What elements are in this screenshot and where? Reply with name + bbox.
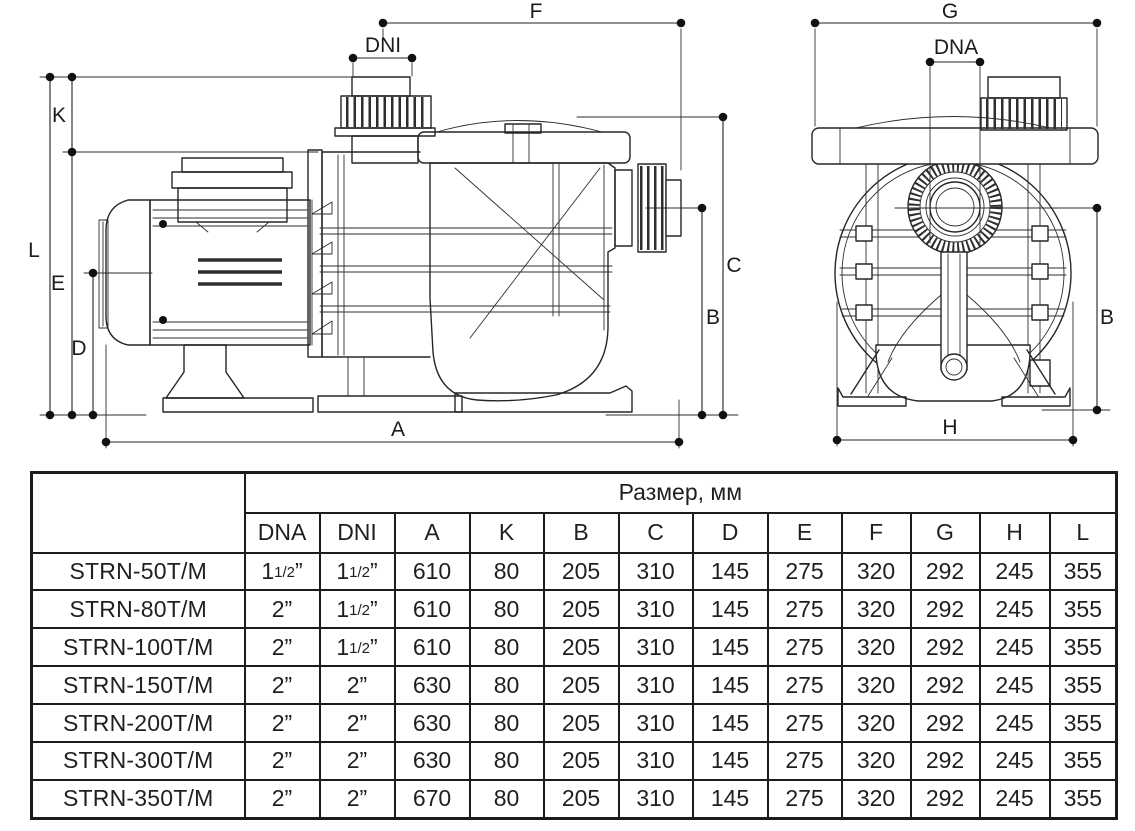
dim-value-cell: 355 bbox=[1050, 666, 1117, 704]
dim-value-cell: 292 bbox=[911, 666, 980, 704]
dim-value-cell: 80 bbox=[470, 553, 544, 591]
dim-label-b-side: B bbox=[705, 306, 721, 329]
column-header-l: L bbox=[1050, 513, 1117, 553]
dim-value-cell: 310 bbox=[619, 628, 693, 666]
side-dimensions bbox=[28, 0, 741, 448]
dim-value-cell: 610 bbox=[395, 553, 470, 591]
dim-value-cell: 145 bbox=[693, 590, 768, 628]
pump-casing bbox=[308, 150, 430, 357]
dim-value-cell: 205 bbox=[544, 704, 619, 742]
dim-value-cell: 355 bbox=[1050, 780, 1117, 819]
model-cell: STRN-80T/M bbox=[32, 590, 245, 628]
dim-value-cell: 80 bbox=[470, 780, 544, 819]
dim-label-c: C bbox=[726, 254, 742, 277]
dim-value-cell: 275 bbox=[768, 780, 842, 819]
front-view bbox=[811, 0, 1114, 446]
dim-value-cell: 11/2” bbox=[320, 553, 395, 591]
dim-value-cell: 310 bbox=[619, 742, 693, 780]
dim-value-cell: 630 bbox=[395, 704, 470, 742]
front-port bbox=[908, 160, 1002, 254]
dim-value-cell: 80 bbox=[470, 704, 544, 742]
dim-label-a: A bbox=[390, 418, 406, 441]
column-header-a: A bbox=[395, 513, 470, 553]
dim-value-cell: 80 bbox=[470, 628, 544, 666]
dim-value-cell: 355 bbox=[1050, 742, 1117, 780]
model-cell: STRN-50T/M bbox=[32, 553, 245, 591]
dim-label-d: D bbox=[71, 337, 87, 360]
column-header-dna: DNA bbox=[245, 513, 320, 553]
dim-value-cell: 355 bbox=[1050, 628, 1117, 666]
dim-value-cell: 2” bbox=[245, 590, 320, 628]
dim-value-cell: 2” bbox=[320, 742, 395, 780]
dim-value-cell: 275 bbox=[768, 590, 842, 628]
dim-value-cell: 145 bbox=[693, 780, 768, 819]
model-cell: STRN-300T/M bbox=[32, 742, 245, 780]
model-cell: STRN-350T/M bbox=[32, 780, 245, 819]
dim-label-g: G bbox=[941, 0, 959, 23]
dim-value-cell: 320 bbox=[842, 742, 911, 780]
dim-value-cell: 145 bbox=[693, 666, 768, 704]
dim-value-cell: 2” bbox=[320, 704, 395, 742]
dim-label-h: H bbox=[942, 416, 958, 439]
dim-value-cell: 205 bbox=[544, 780, 619, 819]
pump-feet bbox=[163, 345, 632, 412]
dim-value-cell: 205 bbox=[544, 590, 619, 628]
dim-value-cell: 610 bbox=[395, 628, 470, 666]
column-header-k: K bbox=[470, 513, 544, 553]
dim-value-cell: 275 bbox=[768, 553, 842, 591]
dim-value-cell: 630 bbox=[395, 742, 470, 780]
dim-value-cell: 292 bbox=[911, 590, 980, 628]
dim-value-cell: 275 bbox=[768, 628, 842, 666]
dim-value-cell: 292 bbox=[911, 553, 980, 591]
column-header-h: H bbox=[980, 513, 1050, 553]
dim-value-cell: 310 bbox=[619, 590, 693, 628]
dim-value-cell: 80 bbox=[470, 666, 544, 704]
dim-value-cell: 310 bbox=[619, 780, 693, 819]
dim-value-cell: 292 bbox=[911, 780, 980, 819]
dim-value-cell: 310 bbox=[619, 666, 693, 704]
dim-value-cell: 2” bbox=[245, 780, 320, 819]
model-cell: STRN-100T/M bbox=[32, 628, 245, 666]
dim-value-cell: 610 bbox=[395, 590, 470, 628]
table-row bbox=[32, 628, 1117, 666]
dim-value-cell: 245 bbox=[980, 704, 1050, 742]
dim-label-b-front: B bbox=[1099, 306, 1115, 329]
dim-value-cell: 145 bbox=[693, 628, 768, 666]
dim-value-cell: 245 bbox=[980, 553, 1050, 591]
dim-value-cell: 2” bbox=[320, 780, 395, 819]
dim-value-cell: 292 bbox=[911, 628, 980, 666]
model-cell: STRN-200T/M bbox=[32, 704, 245, 742]
dim-value-cell: 292 bbox=[911, 742, 980, 780]
dim-value-cell: 2” bbox=[245, 666, 320, 704]
dim-value-cell: 275 bbox=[768, 666, 842, 704]
dim-label-f: F bbox=[529, 0, 543, 23]
dim-value-cell: 275 bbox=[768, 704, 842, 742]
table-row bbox=[32, 780, 1117, 819]
model-cell: STRN-150T/M bbox=[32, 666, 245, 704]
dim-value-cell: 145 bbox=[693, 704, 768, 742]
dim-value-cell: 2” bbox=[320, 666, 395, 704]
dim-value-cell: 310 bbox=[619, 704, 693, 742]
dim-value-cell: 320 bbox=[842, 553, 911, 591]
column-header-d: D bbox=[693, 513, 768, 553]
column-header-dni: DNI bbox=[320, 513, 395, 553]
column-header-g: G bbox=[911, 513, 980, 553]
dim-label-e: E bbox=[50, 272, 66, 295]
column-header-c: C bbox=[619, 513, 693, 553]
dim-value-cell: 245 bbox=[980, 590, 1050, 628]
dim-value-cell: 245 bbox=[980, 780, 1050, 819]
table-row bbox=[32, 590, 1117, 628]
strainer-lid bbox=[418, 121, 630, 164]
side-view bbox=[28, 0, 741, 448]
dim-value-cell: 320 bbox=[842, 666, 911, 704]
dim-value-cell: 275 bbox=[768, 742, 842, 780]
dim-value-cell: 320 bbox=[842, 780, 911, 819]
dim-label-dna: DNA bbox=[933, 36, 979, 59]
size-header: Размер, мм bbox=[245, 473, 1117, 513]
dim-value-cell: 630 bbox=[395, 666, 470, 704]
dim-value-cell: 205 bbox=[544, 553, 619, 591]
dim-value-cell: 11/2” bbox=[320, 590, 395, 628]
column-header-e: E bbox=[768, 513, 842, 553]
dim-value-cell: 11/2” bbox=[245, 553, 320, 591]
dim-value-cell: 245 bbox=[980, 742, 1050, 780]
corner-cell bbox=[32, 473, 245, 553]
dim-value-cell: 205 bbox=[544, 628, 619, 666]
column-header-f: F bbox=[842, 513, 911, 553]
column-header-b: B bbox=[544, 513, 619, 553]
dim-value-cell: 320 bbox=[842, 590, 911, 628]
dim-label-k: K bbox=[51, 104, 67, 127]
table-row bbox=[32, 704, 1117, 742]
dim-value-cell: 245 bbox=[980, 666, 1050, 704]
table-row bbox=[32, 553, 1117, 591]
terminal-box bbox=[182, 158, 283, 172]
dim-value-cell: 355 bbox=[1050, 553, 1117, 591]
dim-value-cell: 2” bbox=[245, 742, 320, 780]
dim-value-cell: 310 bbox=[619, 553, 693, 591]
dim-value-cell: 205 bbox=[544, 666, 619, 704]
dim-value-cell: 2” bbox=[245, 704, 320, 742]
table-row bbox=[32, 742, 1117, 780]
dim-value-cell: 205 bbox=[544, 742, 619, 780]
suction-port bbox=[335, 77, 435, 163]
motor bbox=[99, 158, 332, 345]
dim-value-cell: 11/2” bbox=[320, 628, 395, 666]
dim-value-cell: 80 bbox=[470, 742, 544, 780]
dim-value-cell: 320 bbox=[842, 628, 911, 666]
dim-value-cell: 355 bbox=[1050, 590, 1117, 628]
dim-value-cell: 670 bbox=[395, 780, 470, 819]
dim-label-l: L bbox=[28, 239, 40, 262]
table-row bbox=[32, 666, 1117, 704]
dim-value-cell: 355 bbox=[1050, 704, 1117, 742]
dim-value-cell: 292 bbox=[911, 704, 980, 742]
dim-value-cell: 145 bbox=[693, 553, 768, 591]
dimensions-table bbox=[30, 471, 1118, 820]
dim-value-cell: 80 bbox=[470, 590, 544, 628]
front-cap bbox=[981, 77, 1067, 130]
dim-label-dni: DNI bbox=[364, 34, 402, 57]
dim-value-cell: 320 bbox=[842, 704, 911, 742]
dim-value-cell: 145 bbox=[693, 742, 768, 780]
dim-value-cell: 2” bbox=[245, 628, 320, 666]
dim-value-cell: 245 bbox=[980, 628, 1050, 666]
